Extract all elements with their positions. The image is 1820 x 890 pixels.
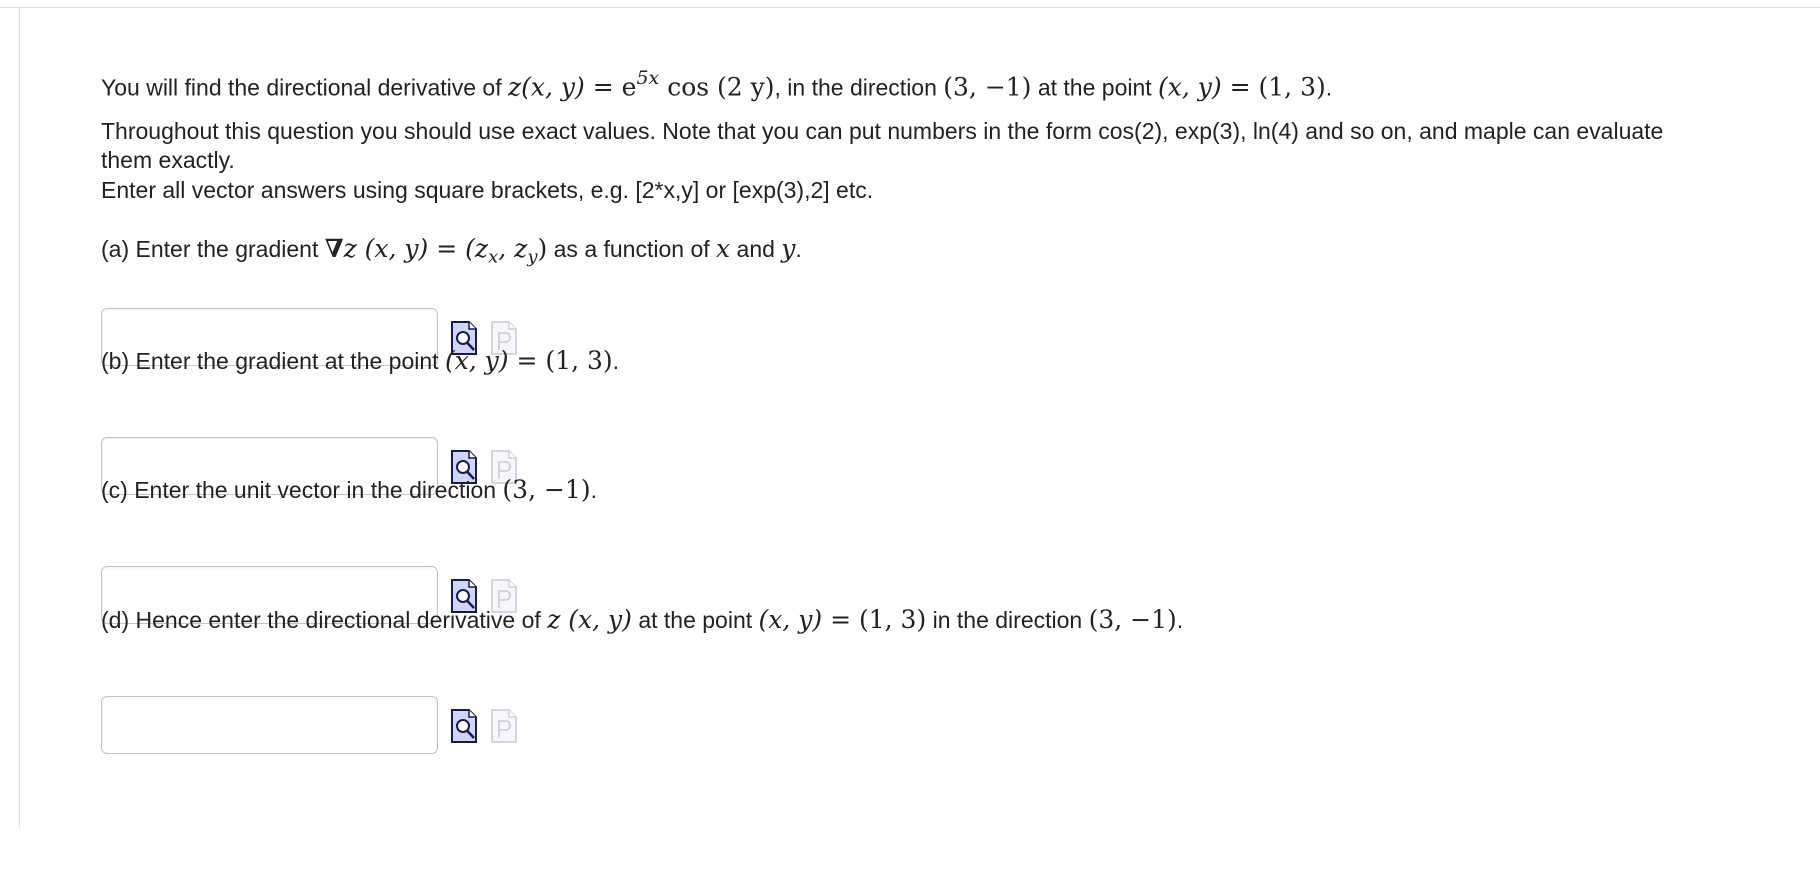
intro-text-direction: , in the direction (774, 74, 944, 101)
math-point-value: = (1, 3) (508, 346, 613, 375)
math-x: x (716, 234, 731, 263)
question-intro (101, 64, 1332, 105)
math-exponent: 5x (636, 67, 660, 89)
math-point-value: = (1, 3) (1221, 72, 1326, 102)
math-direction-vector: (3, −1) (502, 475, 591, 504)
math-args: (x, y) (356, 234, 429, 263)
part-d-answer-input[interactable] (101, 696, 438, 754)
intro-period: . (1325, 74, 1333, 101)
nabla-symbol: ∇ (324, 234, 344, 263)
instructions-vector-format: Enter all vector answers using square brackets, e.g. [2*x,y] or [exp(3),2] etc. (101, 177, 874, 203)
part-d-text: (d) Hence enter the directional derivative of (101, 607, 548, 633)
part-d-prompt (101, 603, 1183, 637)
math-comma-z: , z (498, 234, 528, 263)
math-y: y (781, 234, 796, 263)
math-point-value: = (1, 3) (822, 605, 927, 634)
part-c-text: (c) Enter the unit vector in the direction (101, 477, 503, 503)
math-eq-e: = e (584, 72, 637, 102)
part-a-text-function: as a function of (547, 236, 717, 262)
part-b-text: (b) Enter the gradient at the point (101, 348, 445, 374)
math-point-xy: (x, y) (1158, 72, 1222, 102)
math-z: z (547, 605, 561, 634)
math-z: z (343, 234, 357, 263)
part-d-period: . (1176, 607, 1184, 633)
part-a-period: . (795, 236, 802, 262)
math-sub-x: x (488, 246, 499, 268)
intro-text: You will find the directional derivative of (101, 74, 508, 101)
part-a-text: (a) Enter the gradient (101, 236, 325, 262)
math-z: z (508, 72, 522, 102)
preview-magnifier-icon[interactable] (450, 708, 478, 744)
math-direction-vector: (3, −1) (943, 72, 1032, 102)
part-a-text-and: and (730, 236, 782, 262)
math-point-xy: (x, y) (444, 346, 509, 375)
math-sub-y: y (527, 246, 538, 268)
part-d-text-in: in the direction (926, 607, 1089, 633)
part-b-period: . (612, 348, 620, 374)
part-b-prompt (101, 344, 619, 378)
math-close-paren: ) (537, 234, 548, 263)
math-cos: cos (2 y) (659, 72, 775, 102)
part-d-text-at: at the point (631, 607, 759, 633)
math-args: (x, y) (521, 72, 585, 102)
part-c-prompt (101, 473, 597, 507)
math-direction-vector: (3, −1) (1088, 605, 1177, 634)
instructions-line-2: them exactly. (101, 147, 235, 173)
part-c-period: . (590, 477, 597, 503)
part-a-prompt (101, 232, 802, 275)
math-eq: = (z (428, 234, 489, 263)
left-divider (19, 7, 20, 827)
instructions-line-1: Throughout this question you should use exact values. Note that you can put numbers in the form cos(2), exp(3), ln(4) and so on, and maple can evaluate (101, 118, 1664, 144)
math-point-xy: (x, y) (758, 605, 823, 634)
intro-text-at: at the point (1031, 74, 1159, 101)
syntax-help-icon[interactable] (490, 708, 518, 744)
math-args: (x, y) (560, 605, 632, 634)
top-divider (0, 7, 1820, 8)
